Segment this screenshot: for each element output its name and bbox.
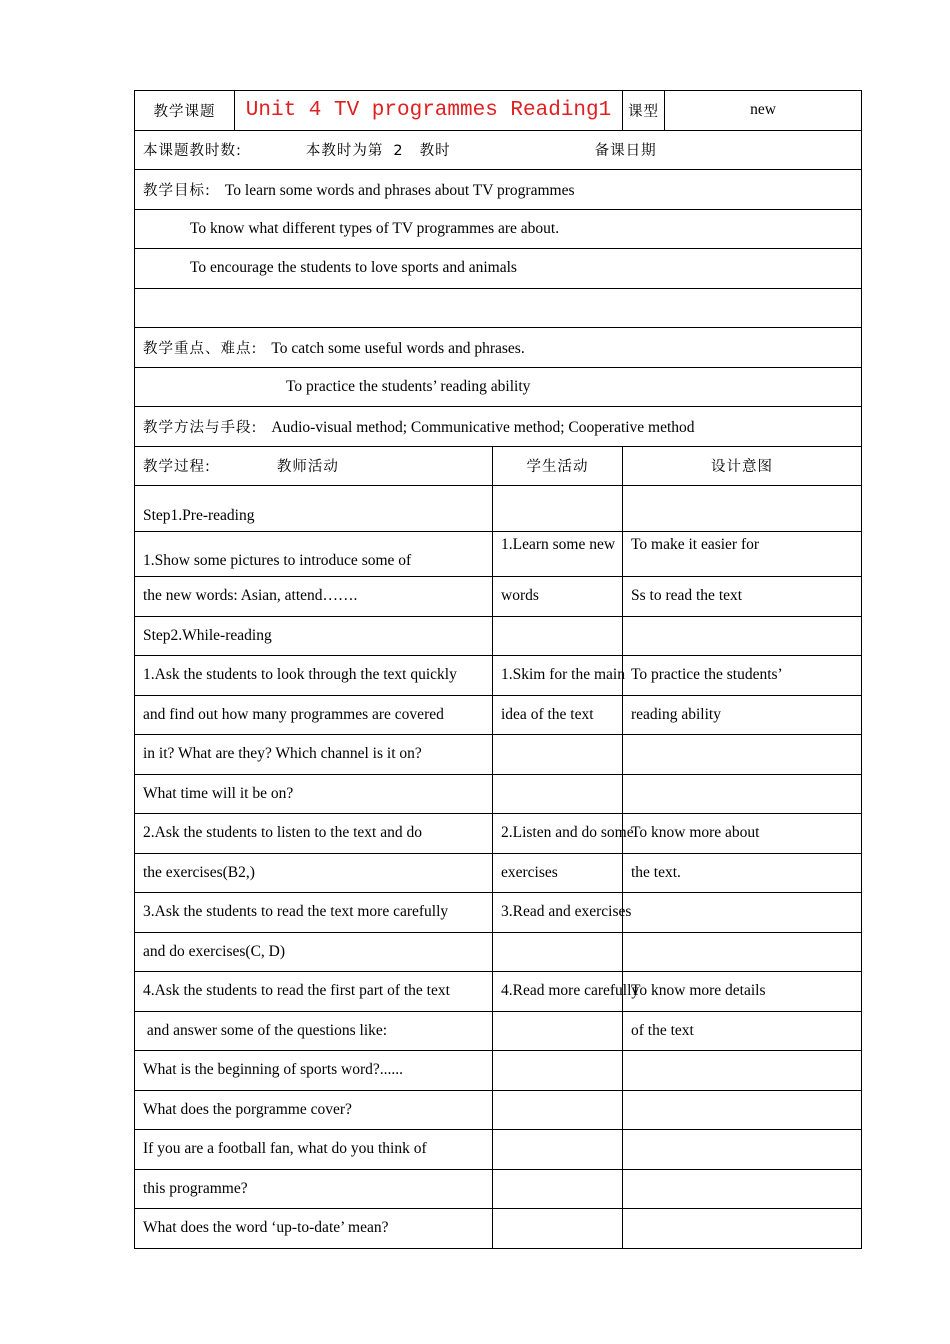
teacher-activity: What time will it be on? [135, 774, 493, 814]
teacher-activity: 1.Show some pictures to introduce some of [135, 531, 493, 577]
key-point-row [135, 328, 862, 368]
student-activity [493, 1209, 623, 1249]
student-activity: 4.Read more carefully [493, 972, 623, 1012]
student-activity [493, 616, 623, 656]
info-cell [135, 130, 862, 170]
current-period-number: 2 [393, 143, 404, 160]
key-point-item: To practice the students’ reading ability [135, 367, 862, 407]
design-intent [623, 1051, 862, 1091]
teacher-activity: this programme? [135, 1169, 493, 1209]
process-row [135, 1169, 862, 1209]
methods-cell [135, 407, 862, 447]
process-row [135, 1090, 862, 1130]
teacher-activity: 3.Ask the students to read the text more carefully [135, 893, 493, 933]
design-intent: Ss to read the text [623, 577, 862, 617]
process-row [135, 853, 862, 893]
objective-cell [135, 170, 862, 210]
teacher-activity: What is the beginning of sports word?...... [135, 1051, 493, 1091]
design-intent [623, 616, 862, 656]
teacher-activity: the exercises(B2,) [135, 853, 493, 893]
student-activity: words [493, 577, 623, 617]
empty-row [135, 288, 862, 328]
type-label: 课型 [623, 91, 665, 131]
process-row [135, 932, 862, 972]
objective-item: To know what different types of TV programmes are about. [135, 209, 862, 249]
design-intent [623, 735, 862, 775]
process-row [135, 1209, 862, 1249]
info-row [135, 130, 862, 170]
student-activity: exercises [493, 853, 623, 893]
student-activity: 1.Learn some new [493, 531, 623, 577]
teacher-activity: 4.Ask the students to read the first part of the text [135, 972, 493, 1012]
process-row [135, 616, 862, 656]
process-row [135, 695, 862, 735]
process-header-row [135, 446, 862, 486]
current-period-suffix: 教时 [419, 143, 451, 160]
objective-row [135, 209, 862, 249]
current-period-prefix: 本教时为第 [305, 143, 384, 160]
student-activity [493, 735, 623, 775]
objective-item: To learn some words and phrases about TV programmes [224, 181, 575, 199]
process-header-cell [135, 446, 493, 486]
student-activity [493, 486, 623, 532]
design-intent [623, 932, 862, 972]
process-row [135, 774, 862, 814]
teacher-activity: and do exercises(C, D) [135, 932, 493, 972]
process-row [135, 1011, 862, 1051]
process-row [135, 486, 862, 532]
process-row [135, 893, 862, 933]
process-row [135, 1051, 862, 1091]
teacher-activity: Step1.Pre-reading [135, 486, 493, 532]
design-intent [623, 486, 862, 532]
objectives-label: 教学目标: [143, 182, 211, 199]
objective-row [135, 249, 862, 289]
process-row [135, 656, 862, 696]
design-intent: To know more details [623, 972, 862, 1012]
objective-row [135, 170, 862, 210]
teacher-activity: 1.Ask the students to look through the text quickly [135, 656, 493, 696]
student-activity: 1.Skim for the main [493, 656, 623, 696]
student-activity [493, 1130, 623, 1170]
teacher-activity: the new words: Asian, attend……. [135, 577, 493, 617]
design-intent: To make it easier for [623, 531, 862, 577]
student-activity [493, 774, 623, 814]
teacher-activity: and answer some of the questions like: [135, 1011, 493, 1051]
design-intent [623, 1130, 862, 1170]
lesson-plan-table [134, 90, 862, 1249]
teacher-activity: Step2.While-reading [135, 616, 493, 656]
process-row [135, 814, 862, 854]
student-activity: 3.Read and exercises [493, 893, 623, 933]
design-intent [623, 893, 862, 933]
student-activity [493, 1169, 623, 1209]
type-value: new [665, 91, 862, 131]
student-activity [493, 1051, 623, 1091]
objective-item: To encourage the students to love sports and animals [135, 249, 862, 289]
student-activity [493, 932, 623, 972]
teacher-activity: in it? What are they? Which channel is it on? [135, 735, 493, 775]
design-intent: To practice the students’ [623, 656, 862, 696]
process-row [135, 531, 862, 577]
design-intent: of the text [623, 1011, 862, 1051]
design-intent: To know more about [623, 814, 862, 854]
teacher-activity: 2.Ask the students to listen to the text and do [135, 814, 493, 854]
student-activity: 2.Listen and do some [493, 814, 623, 854]
process-row [135, 972, 862, 1012]
methods-row [135, 407, 862, 447]
student-activity-header: 学生活动 [493, 446, 623, 486]
total-periods-label: 本课题教时数: [143, 143, 242, 160]
empty-cell [135, 288, 862, 328]
teacher-activity: What does the word ‘up-to-date’ mean? [135, 1209, 493, 1249]
student-activity [493, 1011, 623, 1051]
process-row [135, 1130, 862, 1170]
student-activity [493, 1090, 623, 1130]
design-intent [623, 774, 862, 814]
lesson-title: Unit 4 TV programmes Reading1 [235, 91, 623, 131]
key-point-cell [135, 328, 862, 368]
design-intent [623, 1169, 862, 1209]
design-intent: reading ability [623, 695, 862, 735]
design-intent [623, 1209, 862, 1249]
key-points-label: 教学重点、难点: [143, 340, 258, 357]
header-row [135, 91, 862, 131]
design-intent-header: 设计意图 [623, 446, 862, 486]
methods-value: Audio-visual method; Communicative method; Cooperative method [271, 418, 695, 436]
lesson-plan-page [134, 90, 861, 1249]
topic-label: 教学课题 [135, 91, 235, 131]
process-label: 教学过程: [143, 459, 211, 476]
methods-label: 教学方法与手段: [143, 419, 258, 436]
teacher-activity: If you are a football fan, what do you think of [135, 1130, 493, 1170]
design-intent [623, 1090, 862, 1130]
prep-date-label: 备课日期 [594, 143, 657, 160]
teacher-activity: and find out how many programmes are covered [135, 695, 493, 735]
key-point-row [135, 367, 862, 407]
teacher-activity: What does the porgramme cover? [135, 1090, 493, 1130]
design-intent: the text. [623, 853, 862, 893]
student-activity: idea of the text [493, 695, 623, 735]
teacher-activity-header: 教师活动 [276, 459, 339, 476]
process-row [135, 735, 862, 775]
process-row [135, 577, 862, 617]
key-point-item: To catch some useful words and phrases. [271, 339, 525, 357]
